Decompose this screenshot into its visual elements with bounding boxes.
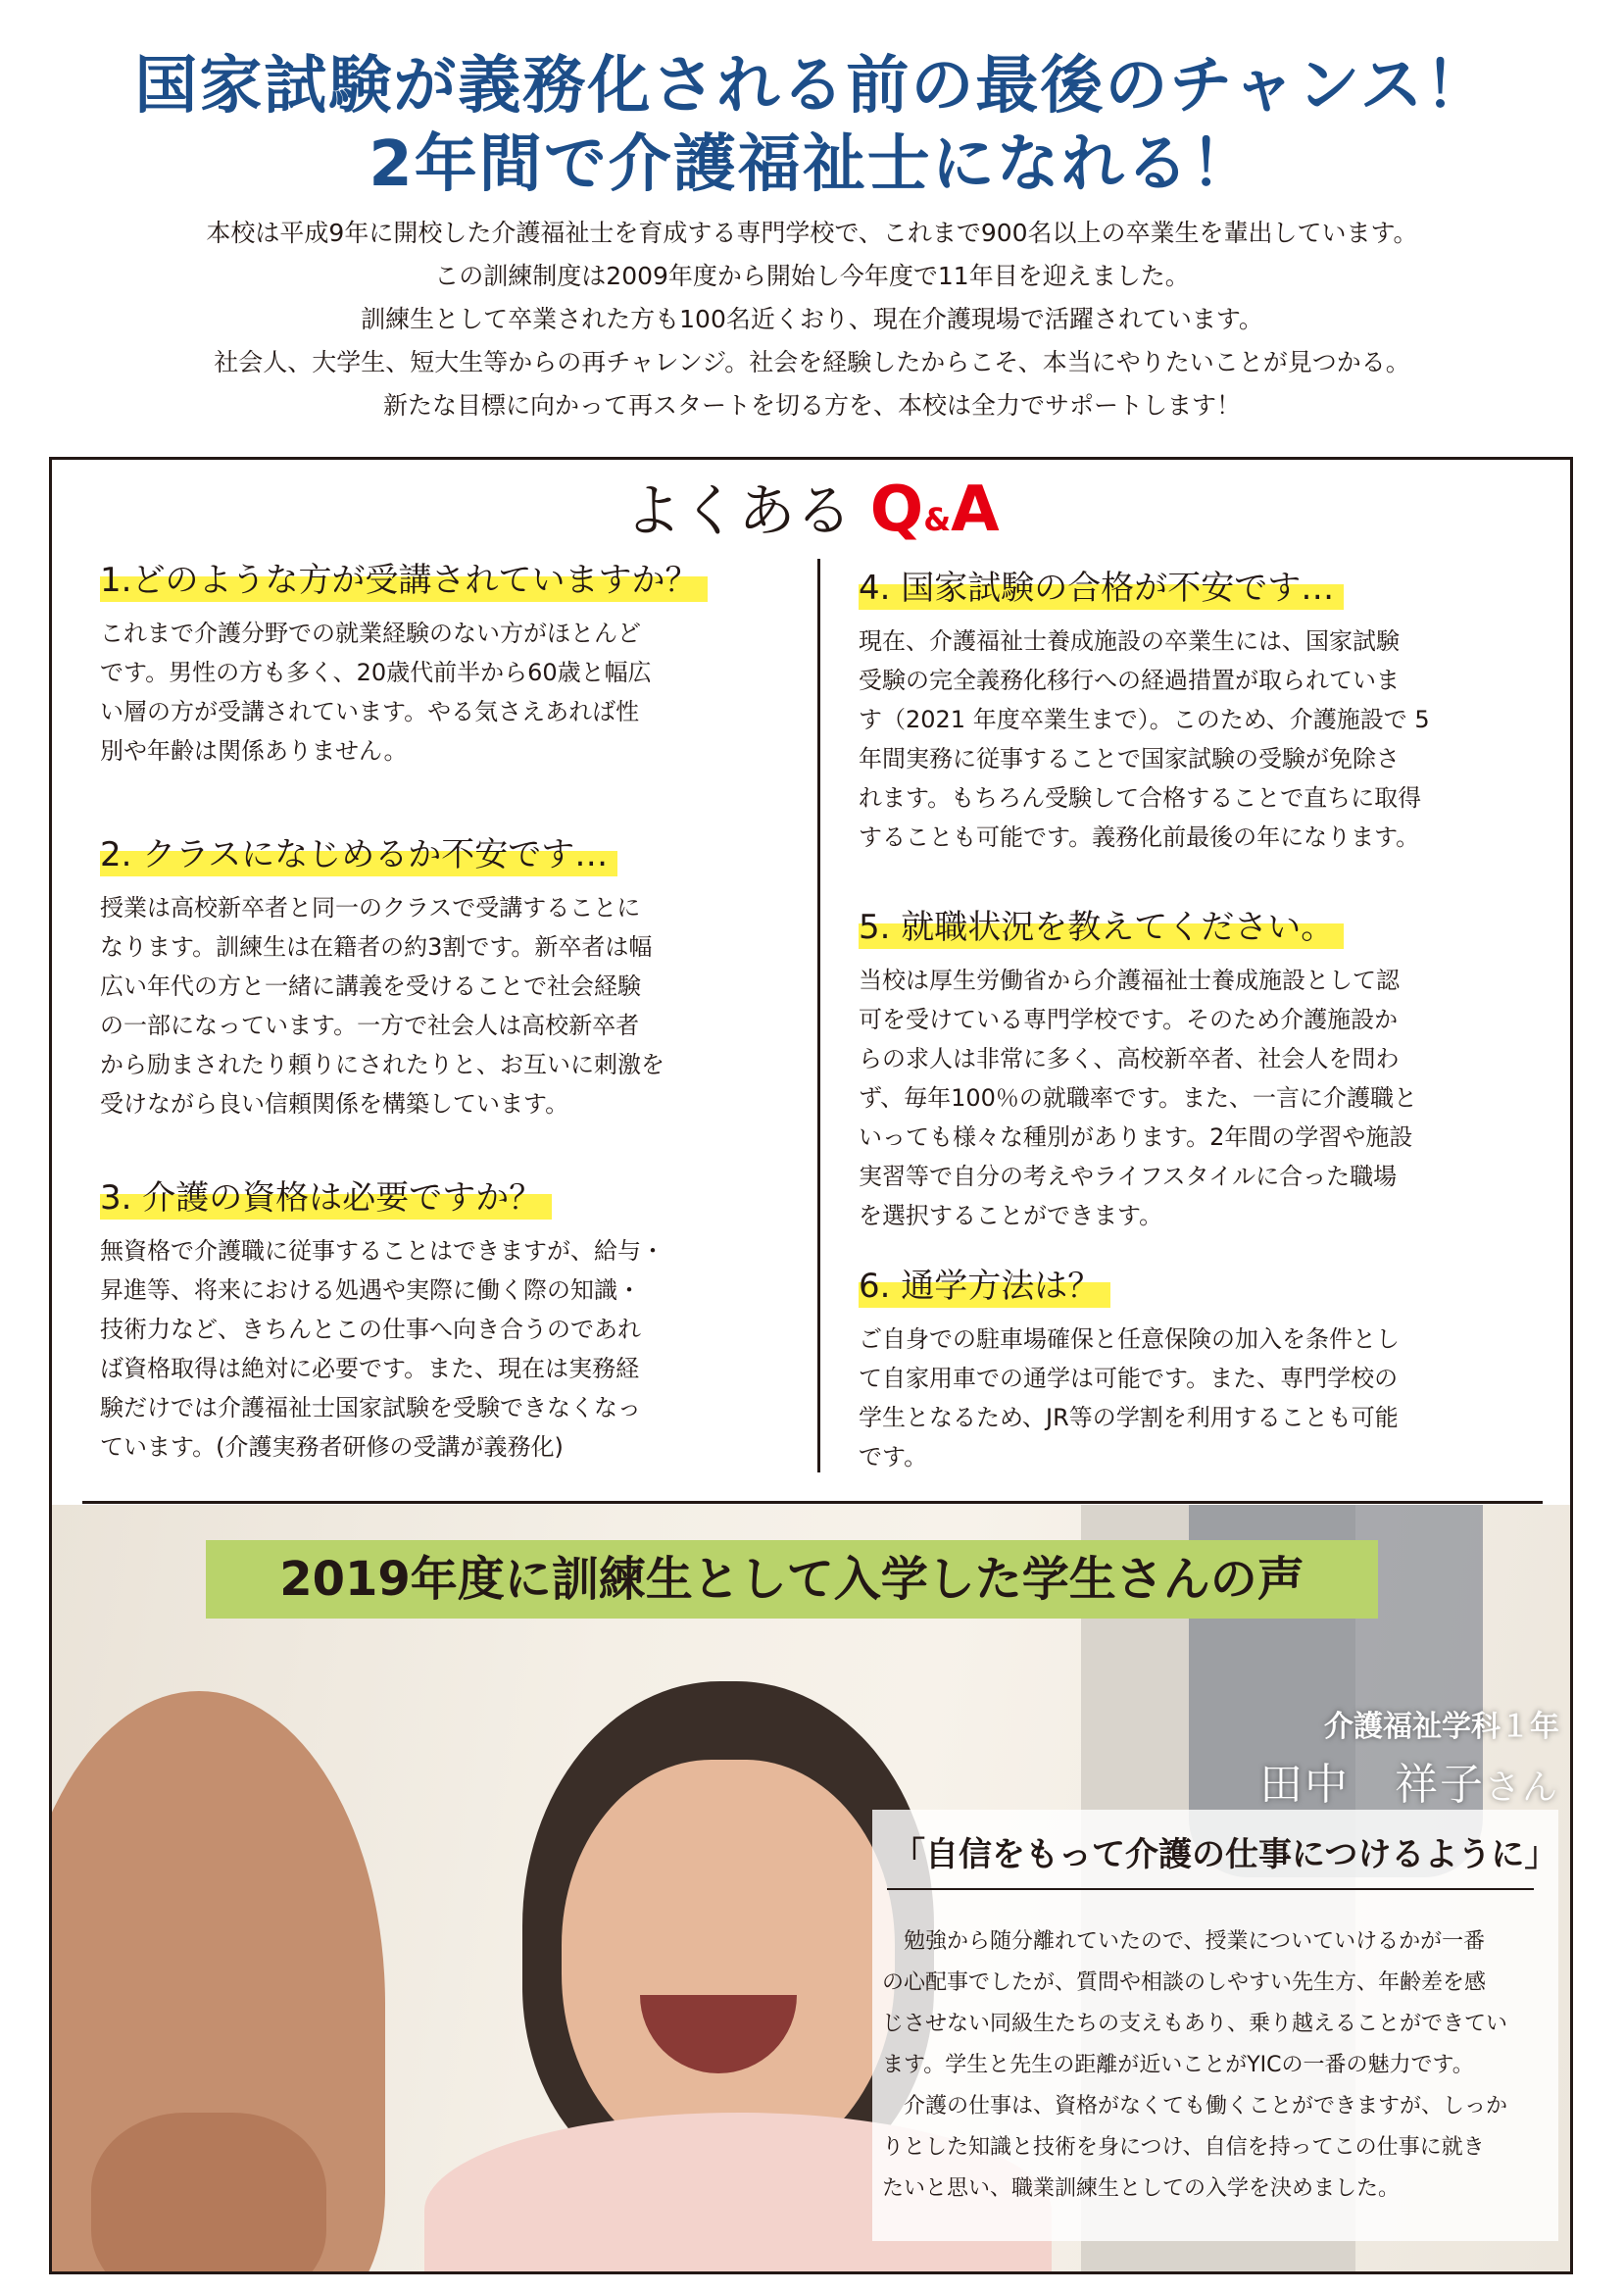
qa-question: 1.どのような方が受講されていますか？ — [100, 555, 708, 606]
column-divider — [817, 559, 820, 1472]
student-honorific: さん — [1484, 1768, 1559, 1808]
qa-answer-line: なります。訓練生は在籍者の約3割です。新卒者は幅 — [100, 933, 653, 961]
qa-answer-line: 技術力など、きちんとこの仕事へ向き合うのであれ — [100, 1316, 641, 1343]
qa-question: 3. 介護の資格は必要ですか？ — [100, 1172, 552, 1223]
qa-title-prefix: よくある — [624, 477, 853, 544]
qa-answer-line: ています。(介護実務者研修の受講が義務化) — [100, 1433, 564, 1461]
qa-section-title — [0, 474, 1624, 555]
qa-answer-line: 当校は厚生労働省から介護福祉士養成施設として認 — [859, 967, 1400, 994]
voice-heading: 「自信をもって介護の仕事につけるように」 — [892, 1835, 1558, 1874]
qa-answer-line: て自家用車での通学は可能です。また、専門学校の — [859, 1365, 1399, 1392]
qa-answer-line: 現在、介護福祉士養成施設の卒業生には、国家試験 — [859, 627, 1400, 655]
qa-answer — [100, 1231, 786, 1467]
voice-body — [882, 1921, 1549, 2210]
qa-answer-line: い層の方が受講されています。やる気さえあれば性 — [100, 698, 640, 725]
student-name-text: 田中 祥子 — [1258, 1760, 1485, 1810]
headline-line-2: 2年間で介護福祉士になれる！ — [369, 128, 1255, 201]
voice-body-line: じさせない同級生たちの支えもあり、乗り越えることができてい — [882, 2012, 1508, 2036]
qa-answer-line: の一部になっています。一方で社会人は高校新卒者 — [100, 1012, 640, 1039]
qa-answer-line: 受けながら良い信頼関係を構築しています。 — [100, 1090, 569, 1118]
voice-body-line: 介護の仕事は、資格がなくても働くことができますが、しっか — [882, 2094, 1508, 2119]
qa-item-5 — [859, 902, 1545, 1235]
qa-answer-line: 別や年齢は関係ありません。 — [100, 737, 408, 765]
intro-line: 社会人、大学生、短大生等からの再チャレンジ。社会を経験したからこそ、本当にやりたいことが見つかる。 — [214, 348, 1410, 376]
qa-answer-line: す（2021 年度卒業生まで）。このため、介護施設で 5 — [859, 706, 1430, 733]
qa-answer — [100, 614, 786, 771]
qa-answer-line: 実習等で自分の考えやライフスタイルに合った職場 — [859, 1163, 1398, 1190]
voice-body-line: ます。学生と先生の距離が近いことがYICの一番の魅力です。 — [882, 2053, 1474, 2077]
qa-answer-line: から励まされたり頼りにされたりと、お互いに刺激を — [100, 1051, 664, 1078]
section-divider — [82, 1501, 1543, 1504]
qa-item-1 — [100, 555, 786, 771]
qa-question: 5. 就職状況を教えてください。 — [859, 902, 1344, 953]
qa-item-4 — [859, 563, 1545, 857]
qa-answer — [859, 1320, 1545, 1476]
qa-question: 6. 通学方法は？ — [859, 1261, 1110, 1312]
photo-student-face — [562, 1760, 895, 2171]
voice-heading-underline — [887, 1888, 1534, 1890]
voice-body-line: の心配事でしたが、質問や相談のしやすい先生方、年齢差を感 — [882, 1970, 1487, 1995]
qa-answer-line: ご自身での駐車場確保と任意保険の加入を条件とし — [859, 1325, 1400, 1353]
qa-answer-line: 験だけでは介護福祉士国家試験を受験できなくなっ — [100, 1394, 641, 1421]
qa-answer — [100, 888, 786, 1123]
qa-answer-line: らの求人は非常に多く、高校新卒者、社会人を問わ — [859, 1045, 1400, 1072]
qa-question: 4. 国家試験の合格が不安です… — [859, 563, 1344, 614]
qa-answer-line: 授業は高校新卒者と同一のクラスで受講することに — [100, 894, 641, 922]
voice-body-line: 勉強から随分離れていたので、授業についていけるかが一番 — [882, 1929, 1486, 1954]
headline-line-1: 国家試験が義務化される前の最後のチャンス！ — [134, 50, 1490, 123]
student-department: 介護福祉学科１年 — [1324, 1710, 1559, 1744]
qa-answer — [859, 622, 1545, 857]
photo-elder-hand — [91, 2113, 326, 2271]
qa-answer-line: れます。もちろん受験して合格することで直ちに取得 — [859, 784, 1422, 812]
qa-item-6 — [859, 1261, 1545, 1476]
voice-body-line: たいと思い、職業訓練生としての入学を決めました。 — [882, 2176, 1401, 2201]
qa-title-a: A — [951, 474, 1000, 546]
qa-answer-line: ば資格取得は絶対に必要です。また、現在は実務経 — [100, 1355, 640, 1382]
qa-answer-line: 可を受けている専門学校です。そのため介護施設か — [859, 1006, 1399, 1033]
voice-body-line: りとした知識と技術を身につけ、自信を持ってこの仕事に就き — [882, 2135, 1485, 2160]
qa-answer-line: いっても様々な種別があります。2年間の学習や施設 — [859, 1123, 1413, 1151]
qa-answer-line: 無資格で介護職に従事することはできますが、給与・ — [100, 1237, 664, 1265]
intro-line: 訓練生として卒業された方も100名近くおり、現在介護現場で活躍されています。 — [361, 305, 1263, 333]
qa-answer-line: 学生となるため、JR等の学割を利用することも可能 — [859, 1404, 1399, 1431]
qa-title-q: Q — [869, 474, 924, 546]
qa-answer-line: 広い年代の方と一緒に講義を受けることで社会経験 — [100, 972, 641, 1000]
qa-answer-line: を選択することができます。 — [859, 1202, 1163, 1229]
voice-section-title: 2019年度に訓練生として入学した学生さんの声 — [206, 1540, 1378, 1619]
qa-title-amp: & — [923, 501, 952, 538]
qa-answer-line: これまで介護分野での就業経験のない方がほとんど — [100, 620, 641, 647]
qa-answer-line: することも可能です。義務化前最後の年になります。 — [859, 823, 1420, 851]
qa-answer-line: ず、毎年100％の就職率です。また、一言に介護職と — [859, 1084, 1417, 1112]
qa-answer-line: 昇進等、将来における処遇や実際に働く際の知識・ — [100, 1276, 641, 1304]
qa-answer-line: 受験の完全義務化移行への経過措置が取られていま — [859, 667, 1400, 694]
qa-answer-line: です。 — [859, 1443, 928, 1471]
qa-answer-line: 年間実務に従事することで国家試験の受験が免除さ — [859, 745, 1400, 773]
qa-item-3 — [100, 1172, 786, 1467]
qa-item-2 — [100, 829, 786, 1123]
qa-question: 2. クラスになじめるか不安です… — [100, 829, 617, 880]
intro-text — [0, 212, 1624, 427]
student-name — [1259, 1749, 1559, 1812]
intro-line: 本校は平成9年に開校した介護福祉士を育成する専門学校で、これまで900名以上の卒業生を輩出しています。 — [206, 219, 1418, 247]
intro-line: 新たな目標に向かって再スタートを切る方を、本校は全力でサポートします！ — [382, 391, 1241, 420]
qa-answer — [859, 961, 1545, 1235]
qa-answer-line: です。男性の方も多く、20歳代前半から60歳と幅広 — [100, 659, 652, 686]
intro-line: この訓練制度は2009年度から開始し今年度で11年目を迎えました。 — [434, 262, 1190, 290]
